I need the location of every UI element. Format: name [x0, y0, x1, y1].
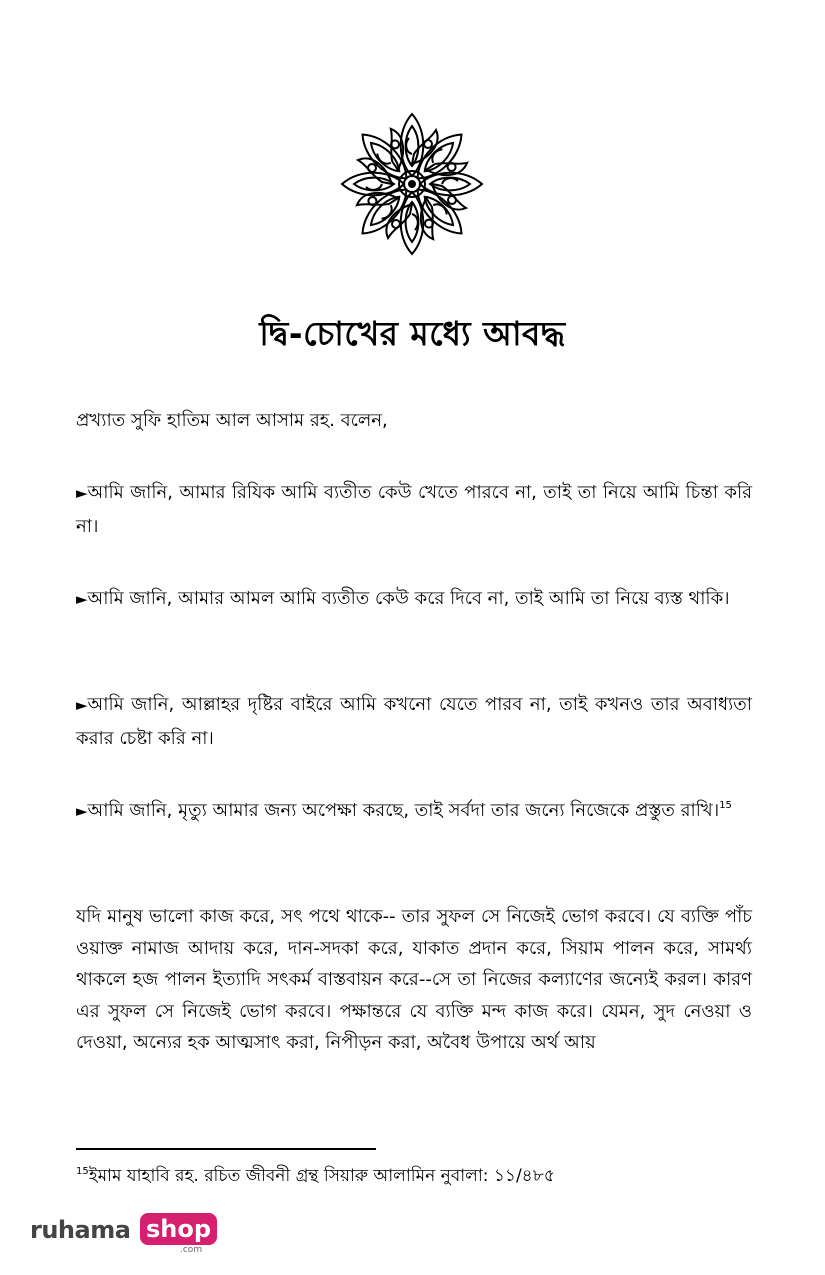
- point-item: [76, 688, 752, 756]
- ruhamashop-logo: [30, 1212, 250, 1256]
- point-text: আমি জানি, আল্লাহর দৃষ্টির বাইরে আমি কখনো যেতে পারব না, তাই কখনও তার অবাধ্যতা করার চেষ্টা করি না।: [76, 694, 752, 749]
- point-item: [76, 582, 752, 616]
- intro-paragraph: প্রখ্যাত সুফি হাতিম আল আসাম রহ. বলেন,: [76, 410, 388, 431]
- triangle-bullet-icon: ►: [76, 696, 88, 714]
- logo-text-shop: shop: [140, 1213, 217, 1245]
- triangle-bullet-icon: ►: [76, 802, 88, 820]
- point-item: [76, 794, 752, 828]
- footnote-number: 15: [76, 1166, 89, 1177]
- body-paragraph: যদি মানুষ ভালো কাজ করে, সৎ পথে থাকে-- তার সুফল সে নিজেই ভোগ করবে। যে ব্যক্তি পাঁচ ওয়াক্ত নামাজ আদায় করে, দান-সদকা করে, যাকাত প্রদান করে, সিয়াম পালন করে, সামর্থ্য থাকলে হজ পালন ইত্যাদি সৎকর্ম বাস্তবায়ন করে--সে তা নিজের কল্যাণের জন্যেই করল। কারণ এর সুফল সে নিজেই ভোগ করবে। পক্ষান্তরে যে ব্যক্তি মন্দ কাজ করে। যেমন, সুদ নেওয়া ও দেওয়া, অন্যের হক আত্মসাৎ করা, নিপীড়ন করা, অবৈধ উপায়ে অর্থ আয়: [76, 906, 752, 1053]
- point-text: আমি জানি, আমার আমল আমি ব্যতীত কেউ করে দিবে না, তাই আমি তা নিয়ে ব্যস্ত থাকি।: [87, 588, 730, 609]
- page-title: দ্বি-চোখের মধ্যে আবদ্ধ: [259, 314, 566, 353]
- point-text: আমি জানি, আমার রিযিক আমি ব্যতীত কেউ খেতে পারবে না, তাই তা নিয়ে আমি চিন্তা করি না।: [76, 482, 752, 537]
- mandala-icon: [338, 108, 486, 260]
- triangle-bullet-icon: ►: [76, 484, 88, 502]
- logo-text-ruhama: ruhama: [30, 1216, 131, 1244]
- footnote-text: ইমাম যাহাবি রহ. রচিত জীবনী গ্রন্থ সিয়ারু আলামিন নুবালা: ১১/৪৮৫: [88, 1166, 555, 1186]
- point-item: [76, 476, 752, 544]
- point-text: আমি জানি, মৃত্যু আমার জন্য অপেক্ষা করছে, তাই সর্বদা তার জন্যে নিজেকে প্রস্তুত রাখি।: [87, 800, 720, 821]
- logo-suffix: .com: [180, 1245, 203, 1255]
- footnote-divider: [76, 1148, 376, 1150]
- footnote-reference[interactable]: 15: [719, 800, 732, 811]
- footnote: [76, 1163, 555, 1189]
- triangle-bullet-icon: ►: [76, 590, 88, 608]
